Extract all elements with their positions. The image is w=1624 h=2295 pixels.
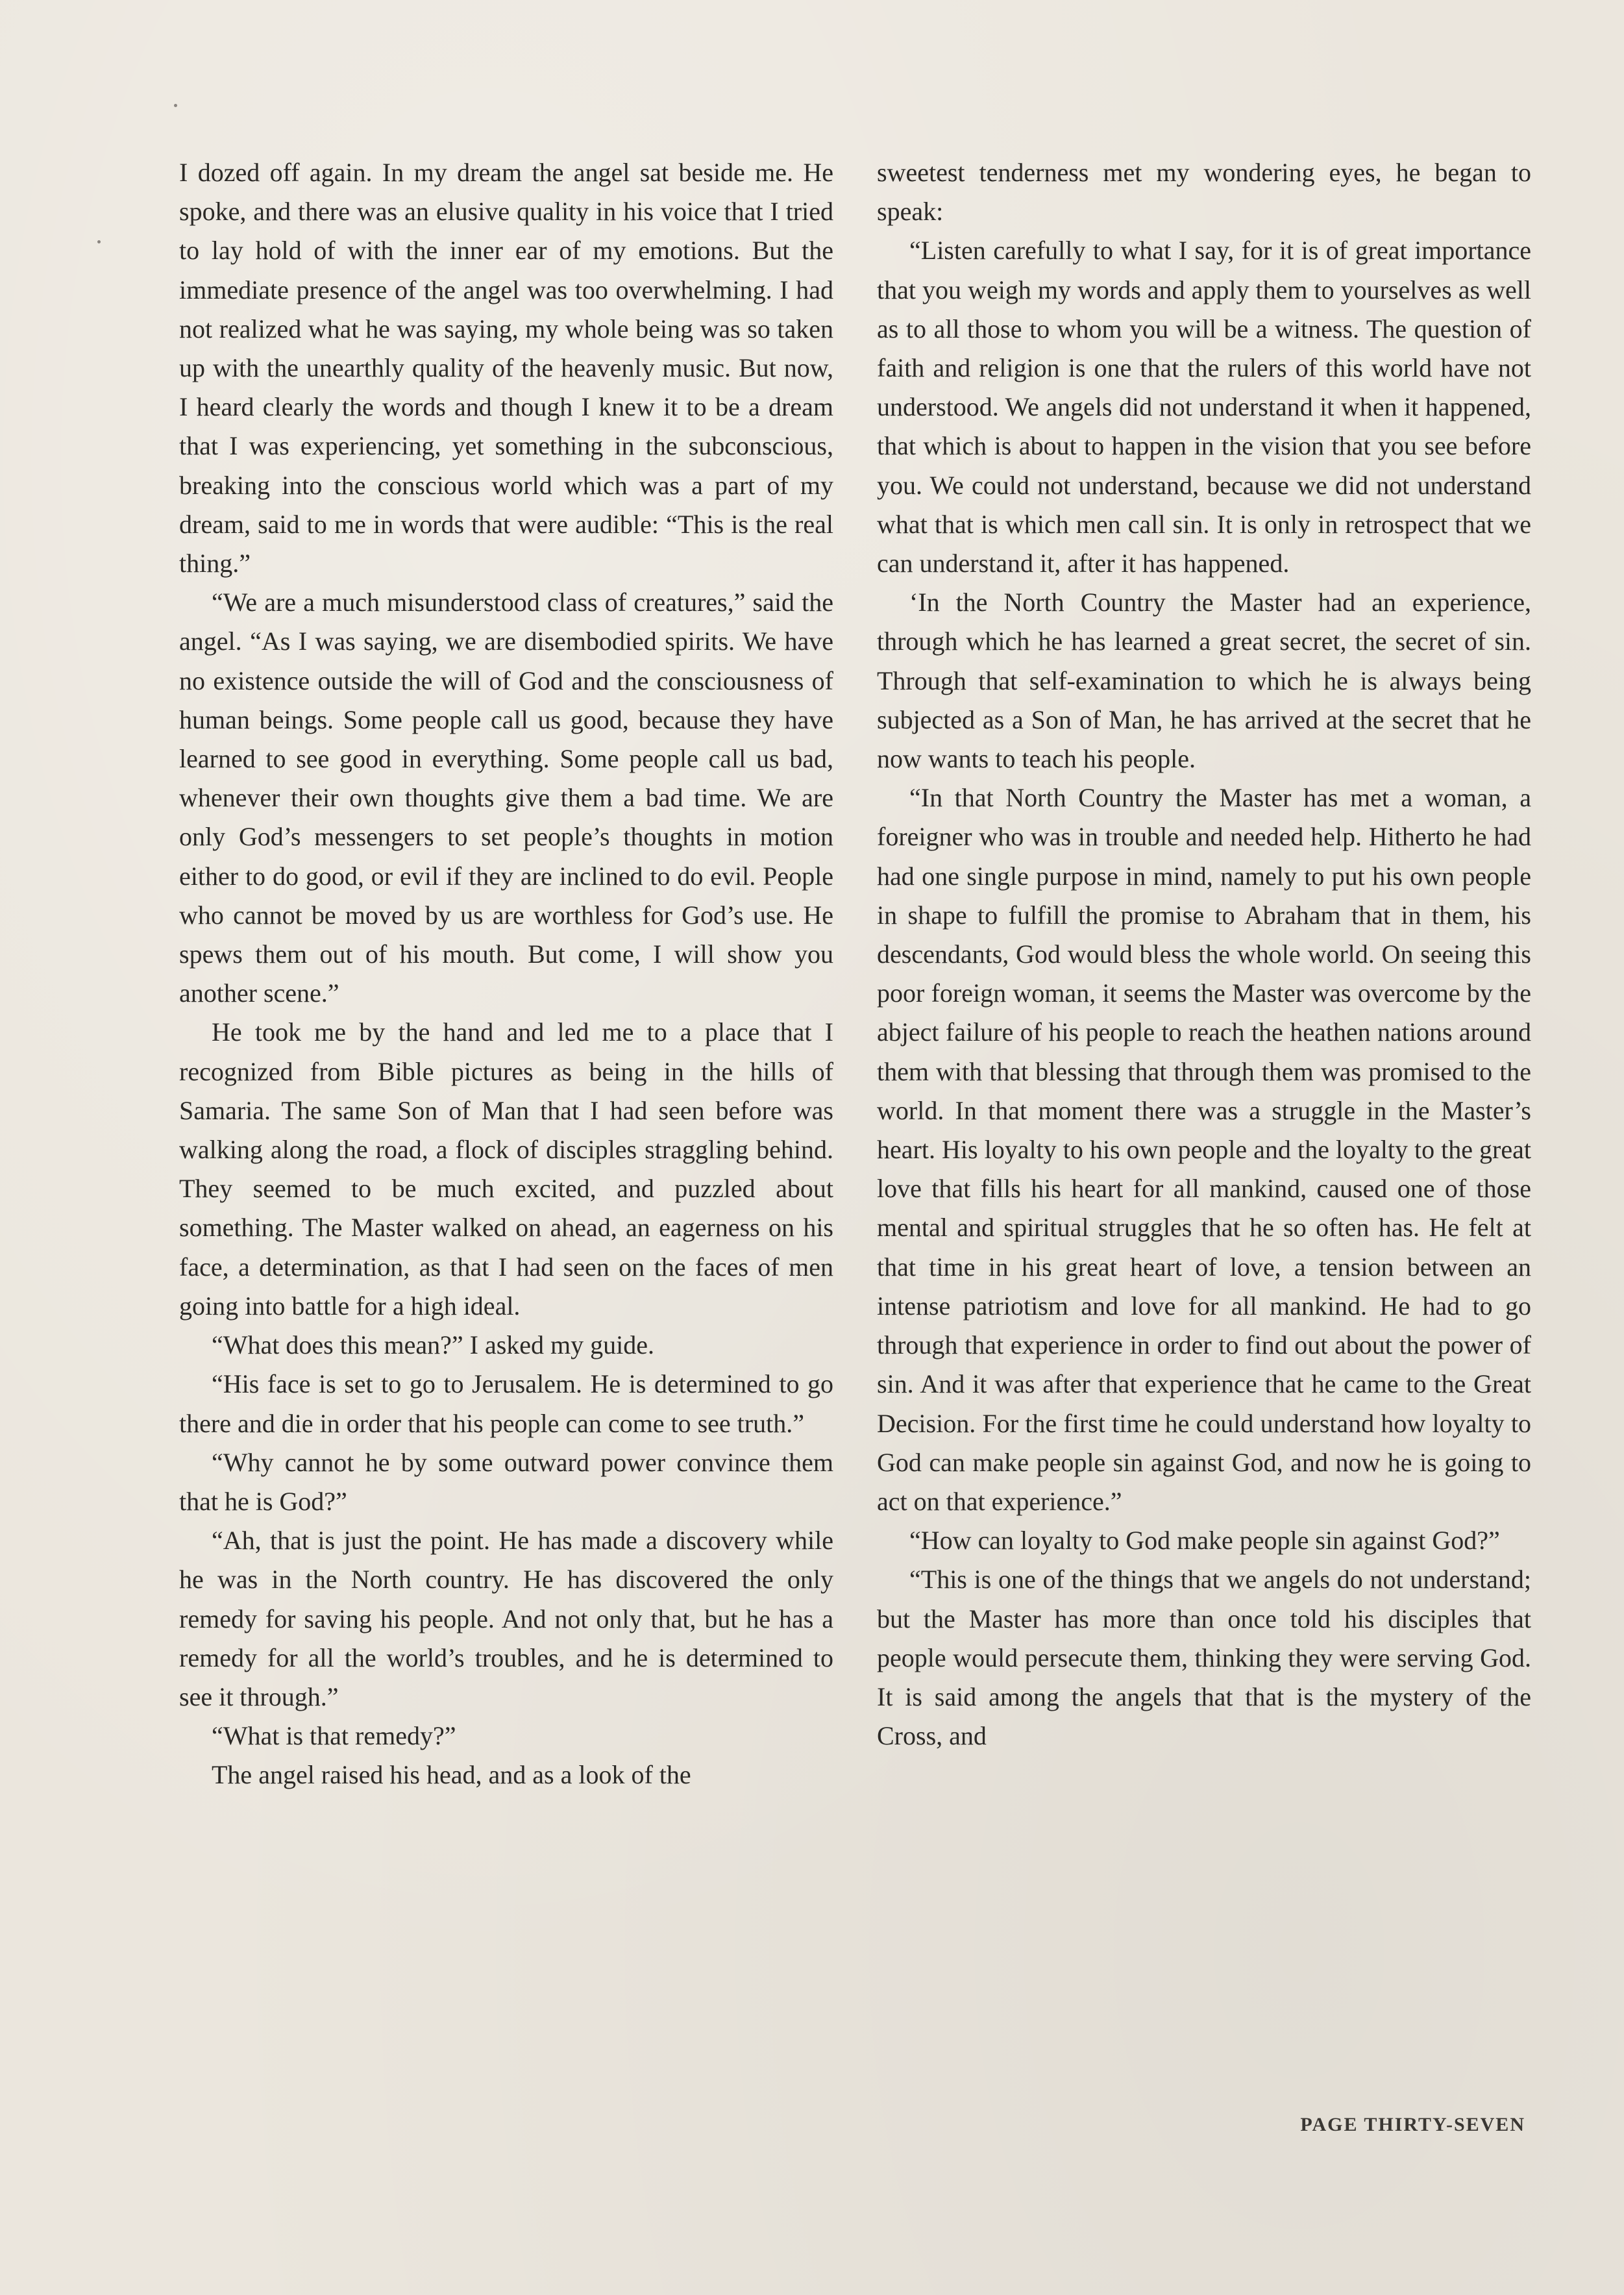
paragraph: “His face is set to go to Jerusalem. He is determined to go there and die in order that his people can come to see truth.” [179, 1369, 833, 1438]
left-column [179, 153, 833, 1795]
page-number-footer: PAGE THIRTY-SEVEN [1300, 2114, 1525, 2135]
paragraph: He took me by the hand and led me to a place that I recognized from Bible pictures as being in the hills of Samaria. The same Son of Man that I had seen before was walking along the road, a flock of disciples straggling behind. They seemed to be much excited, and puzzled about something. The Master walked on ahead, an eagerness on his face, a determination, as that I had seen on the faces of men going into battle for a high ideal. [179, 1017, 833, 1321]
paragraph: “Listen carefully to what I say, for it is of great importance that you weigh my words and apply them to yourselves as well as to all those to whom you will be a witness. The question of faith and religion is one that the rulers of this world have not understood. We angels did not understand it when it happened, that which is about to happen in the vision that you see before you. We could not understand, because we did not understand what that is which men call sin. It is only in retrospect that we can understand it, after it has happened. [877, 236, 1531, 578]
paragraph: “What does this mean?” I asked my guide. [212, 1330, 654, 1360]
paragraph: “Why cannot he by some outward power convince them that he is God?” [179, 1447, 833, 1516]
paragraph: sweetest tenderness met my wondering eyes, he began to speak: [877, 158, 1531, 227]
paragraph: ‘In the North Country the Master had an experience, through which he has learned a great secret, the secret of sin. Through that self-examination to which he is always being subjected as a Son of Man, he has arrived at the secret that he now wants to teach his people. [877, 588, 1531, 774]
paragraph: “In that North Country the Master has met a woman, a foreigner who was in trouble and needed help. Hitherto he had had one single purpose in mind, namely to put his own people in shape to fulfill the promise to Abraham that in them, his descendants, God would bless the whole world. On seeing this poor foreign woman, it seems the Master was overcome by the abject failure of his people to reach the heathen nations around them with that blessing that through them was promised to the world. In that moment there was a struggle in the Master’s heart. His loyalty to his own people and the loyalty to the great love that fills his heart for all mankind, caused one of those mental and spiritual struggles that he so often has. He felt at that time in his great heart of love, a tension between an intense patriotism and love for all mankind. He had to go through that experience in order to find out about the power of sin. And it was after that experience that he came to the Great Decision. For the first time he could understand how loyalty to God can make people sin against God, and now he is going to act on that experience.” [877, 783, 1531, 1516]
paper-speck [97, 240, 101, 243]
paragraph: “This is one of the things that we angels do not understand; but the Master has more than once told his disciples that people would persecute them, thinking they were serving God. It is said among the angels that that is the mystery of the Cross, and [877, 1565, 1531, 1751]
right-column [877, 153, 1531, 1755]
paragraph: The angel raised his head, and as a look of the [212, 1760, 691, 1790]
paragraph: I dozed off again. In my dream the angel sat beside me. He spoke, and there was an elusive quality in his voice that I tried to lay hold of with the inner ear of my emotions. But the immediate presence of the angel was too overwhelming. I had not realized what he was saying, my whole being was so taken up with the unearthly quality of the heavenly music. But now, I heard clearly the words and though I knew it to be a dream that I was experiencing, yet something in the subconscious, breaking into the conscious world which was a part of my dream, said to me in words that were audible: “This is the real thing.” [179, 158, 833, 578]
paragraph: “Ah, that is just the point. He has made a discovery while he was in the North country. He has discovered the only remedy for saving his people. And not only that, but he has a remedy for all the world’s troubles, and he is determined to see it through.” [179, 1526, 833, 1711]
paragraph: “How can loyalty to God make people sin against God?” [909, 1526, 1500, 1556]
paragraph: “We are a much misunderstood class of creatures,” said the angel. “As I was saying, we are disembodied spirits. We have no existence outside the will of God and the consciousness of human beings. Some people call us good, because they have learned to see good in everything. Some people call us bad, whenever their own thoughts give them a bad time. We are only God’s messengers to set people’s thoughts in motion either to do good, or evil if they are inclined to do evil. People who cannot be moved by us are worthless for God’s use. He spews them out of his mouth. But come, I will show you another scene.” [179, 588, 833, 1008]
paper-speck [174, 104, 177, 107]
paragraph: “What is that remedy?” [212, 1721, 456, 1751]
